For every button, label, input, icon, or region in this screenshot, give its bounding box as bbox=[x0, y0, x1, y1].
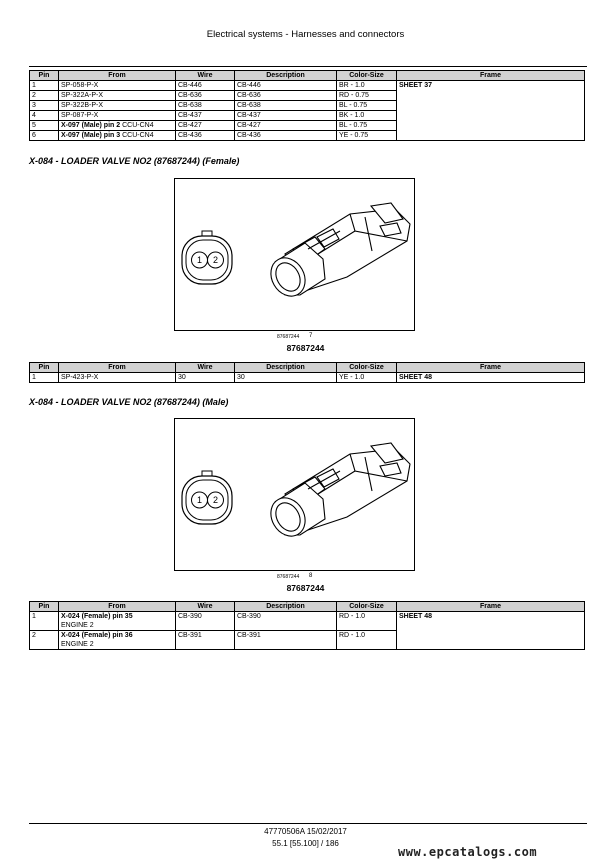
color-size-cell: BL - 0.75 bbox=[337, 101, 397, 111]
female-connector-drawing bbox=[175, 179, 414, 330]
from-cell bbox=[59, 612, 176, 631]
wire-cell: CB-446 bbox=[176, 81, 235, 91]
pin-2-label: 2 bbox=[212, 255, 219, 265]
description-cell: CB-446 bbox=[235, 81, 337, 91]
description-cell: CB-638 bbox=[235, 101, 337, 111]
pin-cell: 5 bbox=[30, 121, 59, 131]
male-connector-drawing bbox=[175, 419, 414, 570]
pin-2-label: 2 bbox=[212, 495, 219, 505]
watermark-text: www.epcatalogs.com bbox=[398, 845, 538, 859]
wire-cell: CB-427 bbox=[176, 121, 235, 131]
color-size-cell: RD - 1.0 bbox=[337, 631, 397, 650]
table-row bbox=[30, 373, 585, 383]
figure-caption: 87687244 bbox=[286, 583, 325, 593]
header-rule bbox=[29, 66, 587, 67]
pin-cell: 1 bbox=[30, 373, 59, 383]
page-header-title: Electrical systems - Harnesses and connectors bbox=[206, 29, 405, 40]
frame-cell: SHEET 48 bbox=[397, 612, 585, 650]
wire-cell: CB-636 bbox=[176, 91, 235, 101]
wire-cell: CB-638 bbox=[176, 101, 235, 111]
figure-index: 7 bbox=[309, 333, 313, 339]
pin-cell: 2 bbox=[30, 91, 59, 101]
col-frame-header: Frame bbox=[397, 363, 585, 373]
from-cell bbox=[59, 631, 176, 650]
color-size-cell: RD - 0.75 bbox=[337, 91, 397, 101]
from-link-text: X-097 (Male) pin 2 bbox=[61, 122, 121, 129]
wire-cell: CB-436 bbox=[176, 131, 235, 141]
col-frame-header: Frame bbox=[397, 71, 585, 81]
table-header-row bbox=[30, 71, 585, 81]
description-cell: CB-636 bbox=[235, 91, 337, 101]
figure-caption: 87687244 bbox=[286, 343, 325, 353]
color-size-cell: YE - 0.75 bbox=[337, 131, 397, 141]
from-module-text: ENGINE 2 bbox=[61, 641, 94, 648]
description-cell: CB-391 bbox=[235, 631, 337, 650]
from-module-text: ENGINE 2 bbox=[61, 622, 94, 629]
from-cell: SP-087-P-X bbox=[59, 111, 176, 121]
description-cell: CB-427 bbox=[235, 121, 337, 131]
pin-cell: 4 bbox=[30, 111, 59, 121]
col-pin-header: Pin bbox=[30, 363, 59, 373]
section-title-female: X-084 - LOADER VALVE NO2 (87687244) (Female) bbox=[29, 156, 240, 166]
figure-index: 8 bbox=[309, 573, 313, 579]
color-size-cell: YE - 1.0 bbox=[337, 373, 397, 383]
table-header-row bbox=[30, 363, 585, 373]
color-size-cell: BR - 1.0 bbox=[337, 81, 397, 91]
col-description-header: Description bbox=[235, 71, 337, 81]
col-wire-header: Wire bbox=[176, 602, 235, 612]
wire-cell: CB-437 bbox=[176, 111, 235, 121]
table-header-row bbox=[30, 602, 585, 612]
connector-table-2 bbox=[29, 362, 585, 383]
pin-cell: 2 bbox=[30, 631, 59, 650]
connector-body-icon bbox=[264, 443, 410, 542]
col-color-size-header: Color-Size bbox=[337, 71, 397, 81]
from-cell: SP-058-P-X bbox=[59, 81, 176, 91]
connector-body-icon bbox=[264, 203, 410, 302]
section-title-male: X-084 - LOADER VALVE NO2 (87687244) (Male) bbox=[29, 397, 229, 407]
from-cell bbox=[59, 131, 176, 141]
connector-table-3 bbox=[29, 601, 585, 650]
col-color-size-header: Color-Size bbox=[337, 363, 397, 373]
from-link-text: X-024 (Female) pin 36 bbox=[61, 632, 133, 639]
pin-face-icon bbox=[182, 471, 232, 524]
from-cell: SP-322B-P-X bbox=[59, 101, 176, 111]
description-cell: CB-436 bbox=[235, 131, 337, 141]
color-size-cell: BL - 0.75 bbox=[337, 121, 397, 131]
col-from-header: From bbox=[59, 71, 176, 81]
col-frame-header: Frame bbox=[397, 602, 585, 612]
col-description-header: Description bbox=[235, 363, 337, 373]
description-cell: CB-390 bbox=[235, 612, 337, 631]
pin-cell: 1 bbox=[30, 612, 59, 631]
wire-cell: CB-391 bbox=[176, 631, 235, 650]
pin-face-icon bbox=[182, 231, 232, 284]
color-size-cell: BK - 1.0 bbox=[337, 111, 397, 121]
connector-figure-female bbox=[174, 178, 415, 331]
pin-cell: 3 bbox=[30, 101, 59, 111]
pin-1-label: 1 bbox=[196, 495, 203, 505]
from-link-text: X-097 (Male) pin 3 bbox=[61, 132, 121, 139]
wire-cell: 30 bbox=[176, 373, 235, 383]
pin-cell: 1 bbox=[30, 81, 59, 91]
figure-code-small: 87687244 bbox=[277, 334, 300, 340]
connector-table-1 bbox=[29, 70, 585, 141]
pin-1-label: 1 bbox=[196, 255, 203, 265]
col-pin-header: Pin bbox=[30, 602, 59, 612]
from-cell bbox=[59, 121, 176, 131]
col-from-header: From bbox=[59, 363, 176, 373]
wire-cell: CB-390 bbox=[176, 612, 235, 631]
col-wire-header: Wire bbox=[176, 71, 235, 81]
col-description-header: Description bbox=[235, 602, 337, 612]
footer-doc-id: 47770506A 15/02/2017 bbox=[264, 827, 347, 836]
footer-rule bbox=[29, 823, 587, 824]
from-link-text: X-024 (Female) pin 35 bbox=[61, 613, 133, 620]
color-size-cell: RD - 1.0 bbox=[337, 612, 397, 631]
frame-cell: SHEET 37 bbox=[397, 81, 585, 141]
figure-code-small: 87687244 bbox=[277, 574, 300, 580]
pin-cell: 6 bbox=[30, 131, 59, 141]
from-cell: SP-322A-P-X bbox=[59, 91, 176, 101]
from-cell: SP-423-P-X bbox=[59, 373, 176, 383]
connector-figure-male bbox=[174, 418, 415, 571]
table-row bbox=[30, 81, 585, 91]
col-wire-header: Wire bbox=[176, 363, 235, 373]
col-from-header: From bbox=[59, 602, 176, 612]
from-module-text: CCU-CN4 bbox=[120, 132, 154, 139]
from-module-text: CCU-CN4 bbox=[120, 122, 154, 129]
table-row bbox=[30, 612, 585, 631]
col-pin-header: Pin bbox=[30, 71, 59, 81]
footer-page-ref: 55.1 [55.100] / 186 bbox=[272, 839, 339, 848]
frame-cell: SHEET 48 bbox=[397, 373, 585, 383]
col-color-size-header: Color-Size bbox=[337, 602, 397, 612]
description-cell: 30 bbox=[235, 373, 337, 383]
description-cell: CB-437 bbox=[235, 111, 337, 121]
